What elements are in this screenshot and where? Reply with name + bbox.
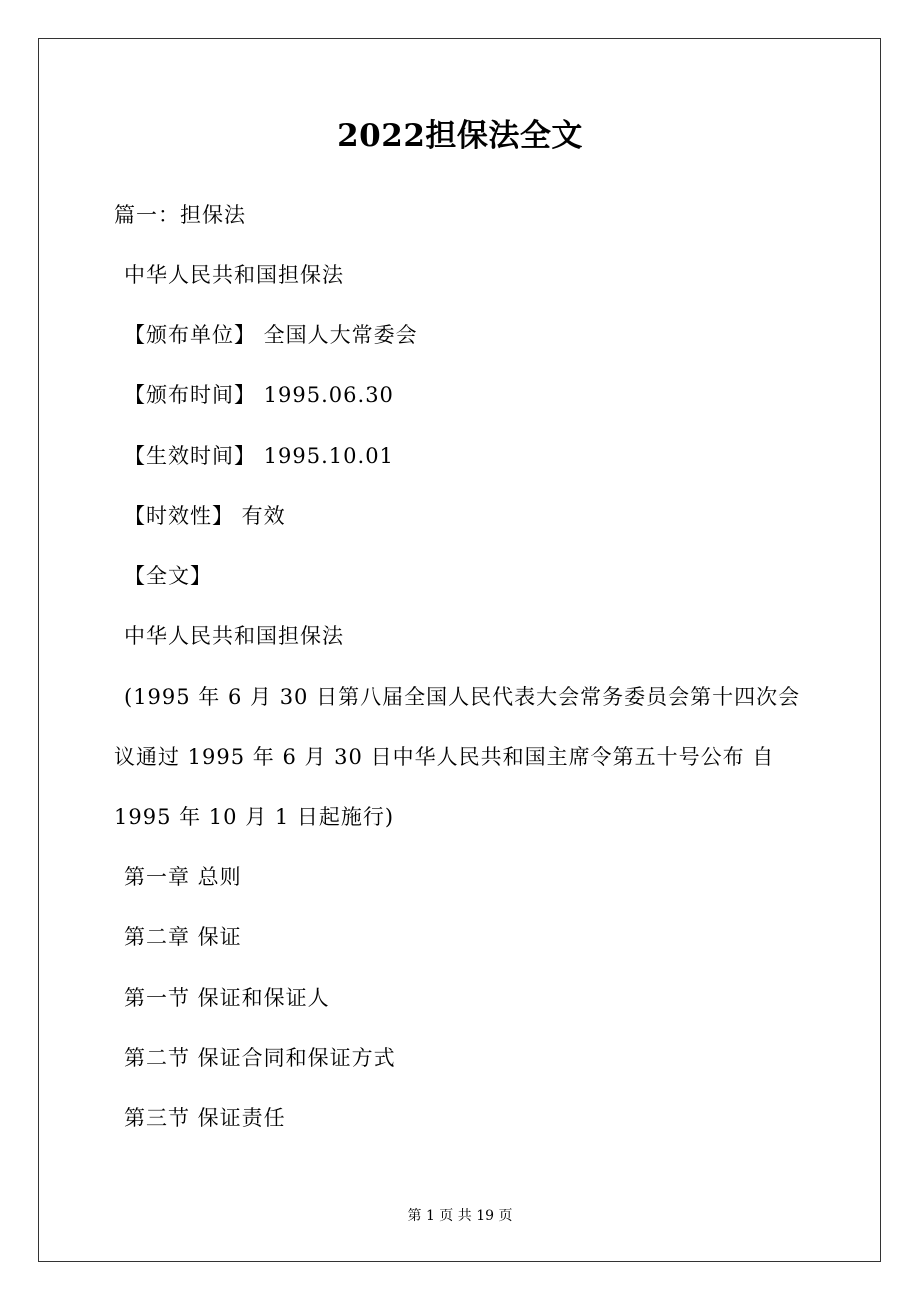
document-title: 2022担保法全文 bbox=[337, 118, 583, 154]
validity-status: 【时效性】 有效 bbox=[124, 504, 286, 528]
section-2: 第二节 保证合同和保证方式 bbox=[124, 1046, 396, 1070]
law-name-repeat: 中华人民共和国担保法 bbox=[124, 624, 344, 648]
section-3: 第三节 保证责任 bbox=[124, 1106, 286, 1130]
chapter-1: 第一章 总则 bbox=[124, 865, 242, 889]
section-1: 第一节 保证和保证人 bbox=[124, 986, 330, 1010]
full-text-label: 【全文】 bbox=[124, 564, 212, 588]
section-heading: 篇一：担保法 bbox=[114, 203, 246, 227]
effective-date: 【生效时间】 1995.10.01 bbox=[124, 444, 394, 468]
issue-date: 【颁布时间】 1995.06.30 bbox=[124, 383, 394, 407]
adoption-note-line-1: (1995 年 6 月 30 日第八届全国人民代表大会常务委员会第十四次会 bbox=[124, 685, 801, 709]
chapter-2: 第二章 保证 bbox=[124, 925, 242, 949]
issuing-authority: 【颁布单位】 全国人大常委会 bbox=[124, 323, 418, 347]
page-number: 第 1 页 共 19 页 bbox=[407, 1208, 513, 1224]
adoption-note-line-3: 1995 年 10 月 1 日起施行) bbox=[114, 805, 395, 829]
adoption-note-line-2: 议通过 1995 年 6 月 30 日中华人民共和国主席令第五十号公布 自 bbox=[114, 745, 775, 769]
law-name: 中华人民共和国担保法 bbox=[124, 263, 344, 287]
